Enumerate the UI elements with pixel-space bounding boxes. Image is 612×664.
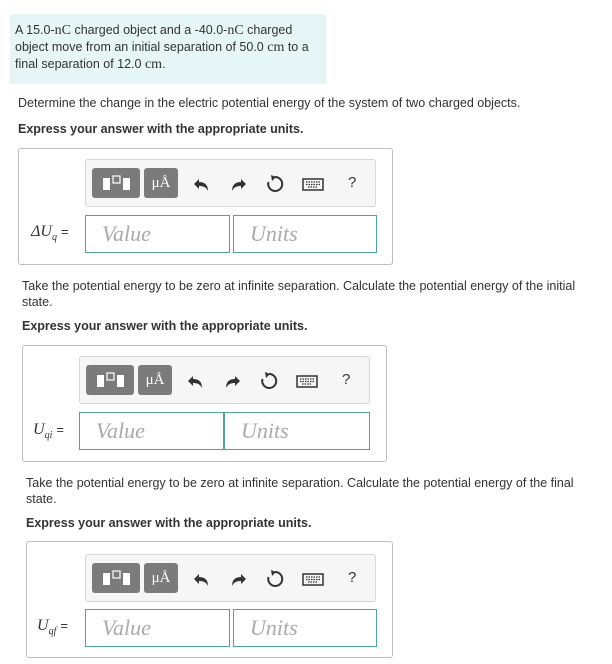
undo-icon[interactable] (192, 569, 212, 589)
reset-icon[interactable] (265, 569, 285, 589)
part2-instruction: Express your answer with the appropriate units. (22, 319, 308, 333)
part2-toolbar (79, 356, 370, 404)
help-icon[interactable]: ? (348, 174, 357, 191)
part2-units-input[interactable]: Units (224, 412, 370, 450)
part2-label-symbol: U (33, 421, 45, 438)
part3-units-input[interactable]: Units (233, 609, 377, 647)
templates-icon (92, 563, 140, 593)
part3-label-symbol: U (37, 617, 49, 634)
part1-toolbar (85, 159, 376, 207)
part1-label-symbol: ΔU (31, 223, 52, 240)
templates-button[interactable] (92, 168, 140, 198)
part3-instruction: Express your answer with the appropriate units. (26, 516, 312, 530)
part1-value-input[interactable]: Value (85, 215, 230, 253)
templates-icon (92, 168, 140, 198)
redo-icon[interactable] (228, 569, 248, 589)
part2-question: Take the potential energy to be zero at infinite separation. Calculate the potential energy of the initial state. (22, 279, 576, 309)
help-icon[interactable]: ? (348, 569, 357, 586)
templates-icon (86, 365, 134, 395)
part1-label (31, 223, 69, 243)
reset-icon[interactable] (265, 174, 285, 194)
part2-answer-box (22, 345, 387, 462)
part2-label (33, 421, 64, 441)
part1-question: Determine the change in the electric potential energy of the system of two charged objects. (18, 96, 521, 110)
units-button[interactable]: μÅ (138, 365, 172, 395)
part3-answer-box (26, 541, 393, 658)
part3-label (37, 617, 68, 637)
unit-cm: cm (267, 40, 285, 55)
part3-question: Take the potential energy to be zero at infinite separation. Calculate the potential energy of the final state. (26, 476, 574, 506)
problem-text: charged object and a -40.0- (70, 23, 228, 37)
problem-text: to a final separation of 12.0 (15, 40, 309, 71)
unit-nc: nC (54, 23, 71, 38)
part1-label-subscript: q (51, 232, 57, 244)
undo-icon[interactable] (186, 371, 206, 391)
part3-toolbar (85, 554, 376, 602)
part2-label-subscript: qi (44, 430, 53, 442)
problem-text: charged object move from an initial separation of 50.0 (15, 23, 293, 54)
reset-icon[interactable] (259, 371, 279, 391)
part3-value-input[interactable]: Value (85, 609, 230, 647)
problem-text: A 15.0- (15, 23, 55, 37)
equals-sign: = (60, 618, 68, 633)
part1-units-input[interactable]: Units (233, 215, 377, 253)
keyboard-icon[interactable] (302, 174, 324, 194)
undo-icon[interactable] (192, 174, 212, 194)
templates-button[interactable] (92, 563, 140, 593)
part3-label-subscript: qf (48, 626, 57, 638)
keyboard-icon[interactable] (302, 569, 324, 589)
help-icon[interactable]: ? (342, 371, 351, 388)
equals-sign: = (60, 224, 69, 239)
part2-value-input[interactable]: Value (79, 412, 224, 450)
redo-icon[interactable] (228, 174, 248, 194)
keyboard-icon[interactable] (296, 371, 318, 391)
units-button[interactable]: μÅ (144, 563, 178, 593)
part1-answer-box (18, 148, 393, 265)
part1-instruction: Express your answer with the appropriate units. (18, 122, 304, 136)
templates-button[interactable] (86, 365, 134, 395)
units-button[interactable]: μÅ (144, 168, 178, 198)
problem-statement (10, 14, 326, 84)
redo-icon[interactable] (222, 371, 242, 391)
equals-sign: = (56, 422, 64, 437)
problem-text: . (162, 57, 166, 71)
unit-nc: nC (227, 23, 244, 38)
unit-cm: cm (144, 57, 163, 72)
